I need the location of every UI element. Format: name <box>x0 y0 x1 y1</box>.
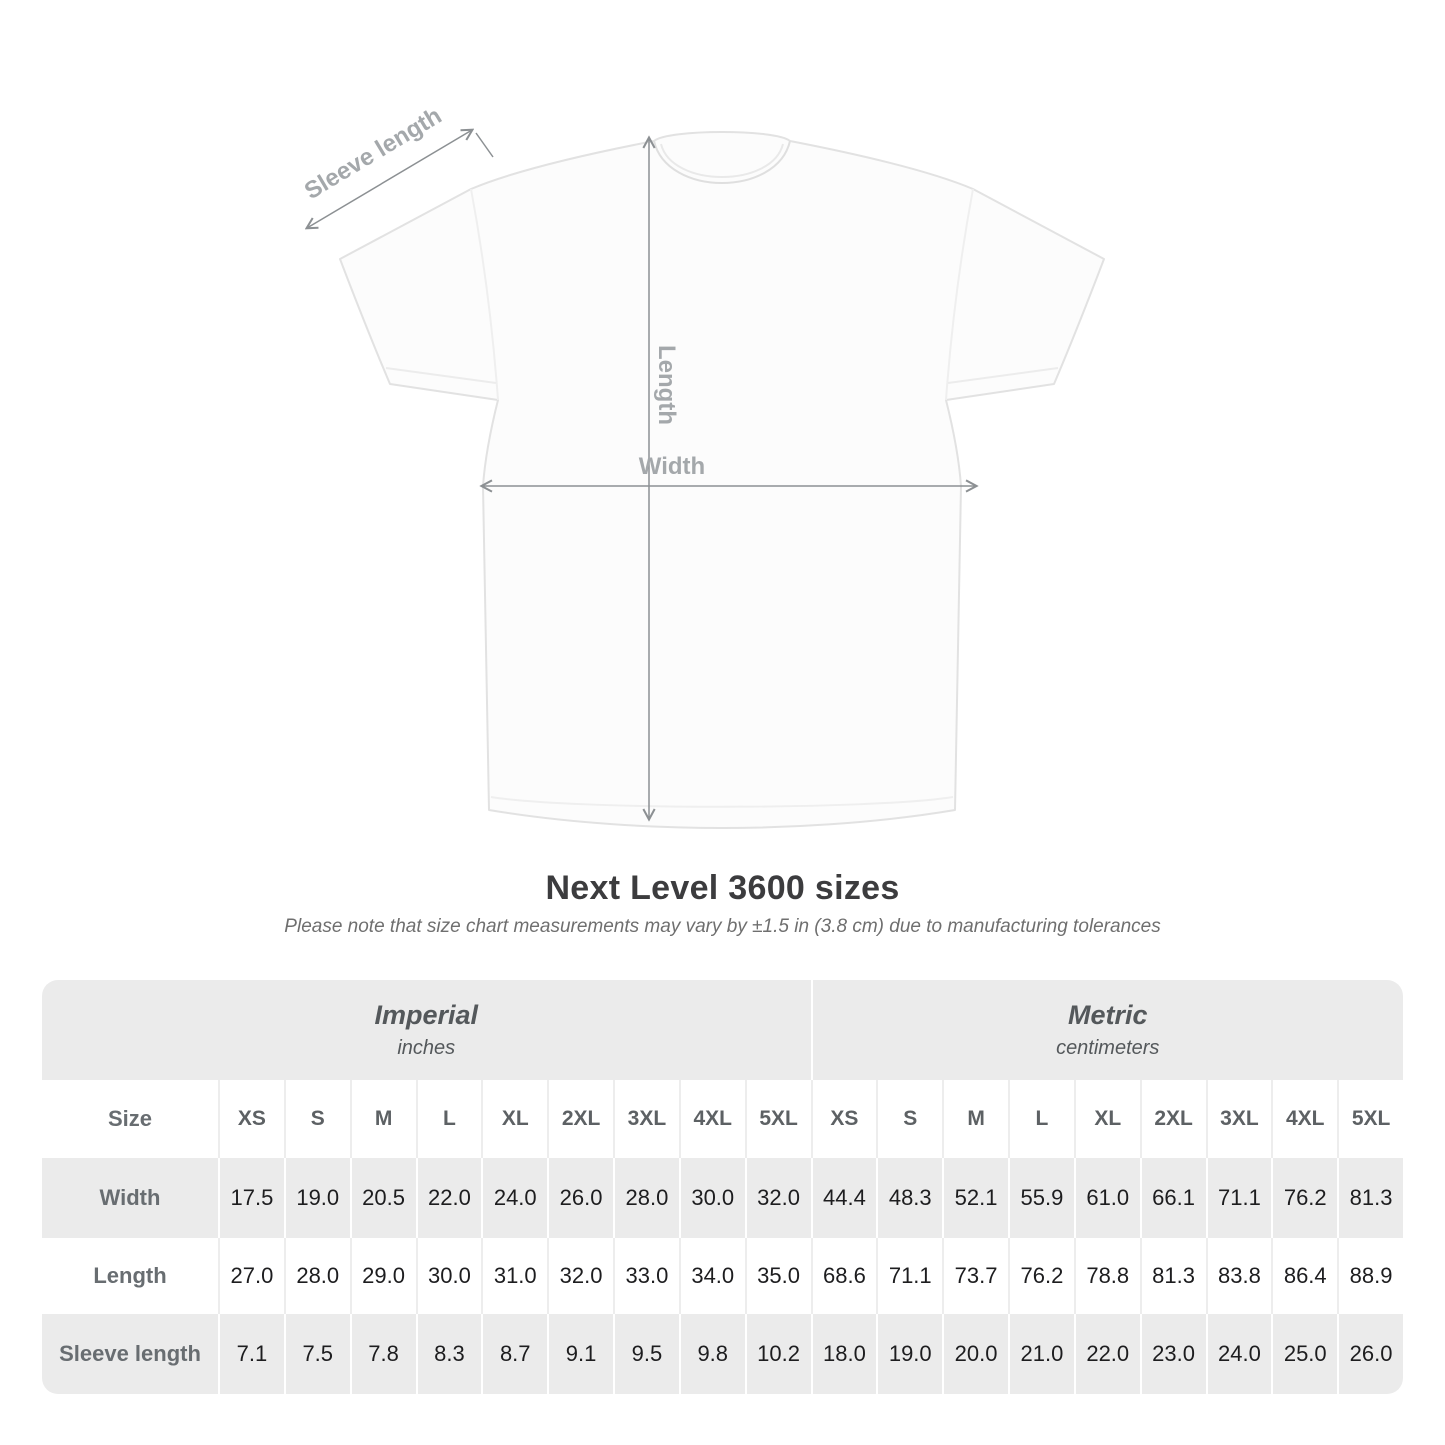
size-header-imperial-2xl: 2XL <box>547 1080 613 1158</box>
value-cell: 20.5 <box>350 1158 416 1238</box>
value-cell: 73.7 <box>942 1238 1008 1314</box>
sleeve-length-label: Sleeve length <box>299 102 447 205</box>
unit-group-sublabel: centimeters <box>1056 1037 1160 1059</box>
value-cell: 9.5 <box>613 1314 679 1394</box>
sleeve-extension-tick <box>476 133 493 157</box>
value-cell: 66.1 <box>1140 1158 1206 1238</box>
size-header-imperial-s: S <box>284 1080 350 1158</box>
unit-group-label: Imperial <box>374 1000 479 1030</box>
value-cell: 7.8 <box>350 1314 416 1394</box>
value-cell: 78.8 <box>1074 1238 1140 1314</box>
value-cell: 48.3 <box>876 1158 942 1238</box>
value-cell: 52.1 <box>942 1158 1008 1238</box>
value-cell: 28.0 <box>284 1238 350 1314</box>
unit-group-header-metric <box>811 980 1404 1080</box>
value-cell: 18.0 <box>811 1314 877 1394</box>
value-cell: 25.0 <box>1271 1314 1337 1394</box>
size-column-header: Size <box>42 1080 218 1158</box>
value-cell: 76.2 <box>1271 1158 1337 1238</box>
page-subtitle: Please note that size chart measurements may vary by ±1.5 in (3.8 cm) due to manufacturing tolerances <box>284 916 1161 937</box>
size-header-imperial-4xl: 4XL <box>679 1080 745 1158</box>
value-cell: 88.9 <box>1337 1238 1403 1314</box>
value-cell: 31.0 <box>481 1238 547 1314</box>
value-cell: 22.0 <box>416 1158 482 1238</box>
value-cell: 26.0 <box>1337 1314 1403 1394</box>
unit-group-label: Metric <box>1067 1000 1148 1030</box>
value-cell: 22.0 <box>1074 1314 1140 1394</box>
row-label: Width <box>42 1158 218 1238</box>
size-header-imperial-m: M <box>350 1080 416 1158</box>
value-cell: 71.1 <box>1206 1158 1272 1238</box>
value-cell: 27.0 <box>218 1238 284 1314</box>
size-header-metric-xs: XS <box>811 1080 877 1158</box>
width-label: Width <box>638 453 706 480</box>
tshirt-illustration <box>340 132 1104 828</box>
value-cell: 26.0 <box>547 1158 613 1238</box>
value-cell: 24.0 <box>1206 1314 1272 1394</box>
value-cell: 7.1 <box>218 1314 284 1394</box>
size-header-metric-xl: XL <box>1074 1080 1140 1158</box>
size-header-imperial-l: L <box>416 1080 482 1158</box>
value-cell: 19.0 <box>876 1314 942 1394</box>
value-cell: 8.3 <box>416 1314 482 1394</box>
size-header-metric-l: L <box>1008 1080 1074 1158</box>
value-cell: 30.0 <box>679 1158 745 1238</box>
size-header-metric-5xl: 5XL <box>1337 1080 1403 1158</box>
value-cell: 9.8 <box>679 1314 745 1394</box>
value-cell: 29.0 <box>350 1238 416 1314</box>
value-cell: 28.0 <box>613 1158 679 1238</box>
size-header-metric-2xl: 2XL <box>1140 1080 1206 1158</box>
value-cell: 32.0 <box>745 1158 811 1238</box>
value-cell: 33.0 <box>613 1238 679 1314</box>
value-cell: 35.0 <box>745 1238 811 1314</box>
value-cell: 9.1 <box>547 1314 613 1394</box>
size-header-imperial-xs: XS <box>218 1080 284 1158</box>
value-cell: 19.0 <box>284 1158 350 1238</box>
value-cell: 55.9 <box>1008 1158 1074 1238</box>
value-cell: 44.4 <box>811 1158 877 1238</box>
row-label: Sleeve length <box>42 1314 218 1394</box>
value-cell: 81.3 <box>1140 1238 1206 1314</box>
size-header-metric-m: M <box>942 1080 1008 1158</box>
value-cell: 83.8 <box>1206 1238 1272 1314</box>
value-cell: 24.0 <box>481 1158 547 1238</box>
size-header-metric-4xl: 4XL <box>1271 1080 1337 1158</box>
size-header-metric-3xl: 3XL <box>1206 1080 1272 1158</box>
value-cell: 81.3 <box>1337 1158 1403 1238</box>
value-cell: 20.0 <box>942 1314 1008 1394</box>
size-header-imperial-xl: XL <box>481 1080 547 1158</box>
value-cell: 68.6 <box>811 1238 877 1314</box>
value-cell: 34.0 <box>679 1238 745 1314</box>
value-cell: 30.0 <box>416 1238 482 1314</box>
value-cell: 23.0 <box>1140 1314 1206 1394</box>
length-label: Length <box>653 345 680 425</box>
size-header-imperial-3xl: 3XL <box>613 1080 679 1158</box>
value-cell: 7.5 <box>284 1314 350 1394</box>
page-title: Next Level 3600 sizes <box>545 869 900 907</box>
size-header-metric-s: S <box>876 1080 942 1158</box>
row-label: Length <box>42 1238 218 1314</box>
value-cell: 21.0 <box>1008 1314 1074 1394</box>
value-cell: 10.2 <box>745 1314 811 1394</box>
unit-group-sublabel: inches <box>397 1037 456 1059</box>
value-cell: 76.2 <box>1008 1238 1074 1314</box>
unit-group-header-imperial <box>42 980 811 1080</box>
value-cell: 32.0 <box>547 1238 613 1314</box>
value-cell: 8.7 <box>481 1314 547 1394</box>
value-cell: 86.4 <box>1271 1238 1337 1314</box>
value-cell: 61.0 <box>1074 1158 1140 1238</box>
value-cell: 17.5 <box>218 1158 284 1238</box>
size-header-imperial-5xl: 5XL <box>745 1080 811 1158</box>
size-table <box>42 980 1403 1394</box>
value-cell: 71.1 <box>876 1238 942 1314</box>
